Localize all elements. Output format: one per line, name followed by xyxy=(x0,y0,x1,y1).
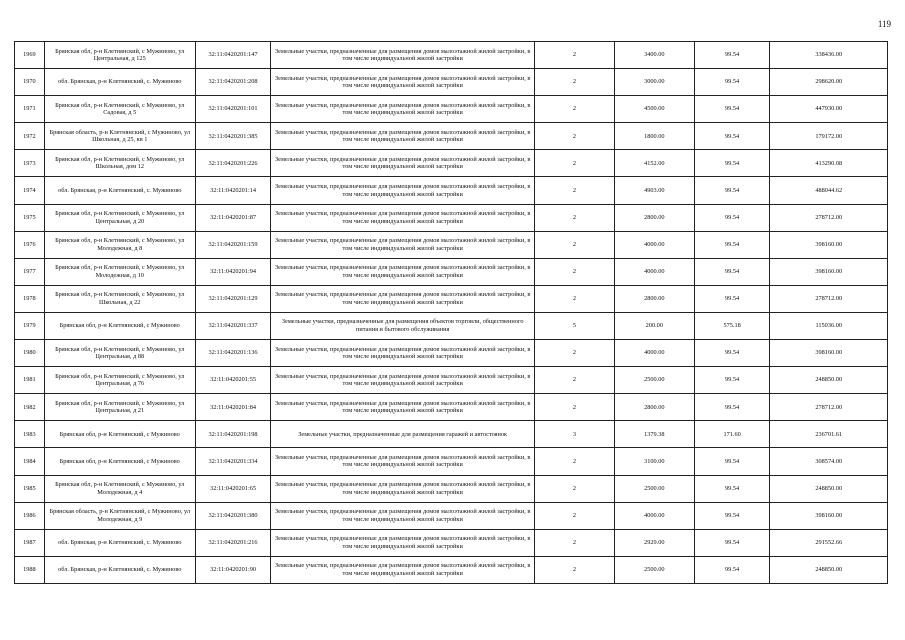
table-row xyxy=(15,231,888,258)
area-cell: 2800.00 xyxy=(614,285,694,312)
cadastral-value-cell: 398160.00 xyxy=(770,502,888,529)
cadastral-number-cell: 32:11:0420201:94 xyxy=(195,258,271,285)
cadastral-value-cell: 179172.00 xyxy=(770,123,888,150)
specific-value-cell: 575.18 xyxy=(694,312,770,339)
land-use-cell: Земельные участки, предназначенные для размещения домов малоэтажной жилой застройки, в том числе индивидуальной жилой застройки xyxy=(271,204,535,231)
table-row xyxy=(15,258,888,285)
table-row xyxy=(15,556,888,583)
cadastral-value-cell: 278712.00 xyxy=(770,204,888,231)
area-cell: 1379.38 xyxy=(614,421,694,448)
address-cell: Брянская обл, р-н Клетнянский, с Мужиново xyxy=(44,448,195,475)
row-number-cell: 1988 xyxy=(15,556,45,583)
row-number-cell: 1976 xyxy=(15,231,45,258)
address-cell: Брянская обл, р-н Клетнянский, с Мужиново, ул Молодежная, д 4 xyxy=(44,475,195,502)
row-number-cell: 1981 xyxy=(15,367,45,394)
table-row xyxy=(15,42,888,69)
area-cell: 4000.00 xyxy=(614,258,694,285)
row-number-cell: 1978 xyxy=(15,285,45,312)
table-row xyxy=(15,150,888,177)
area-cell: 4000.00 xyxy=(614,502,694,529)
group-cell: 2 xyxy=(534,475,614,502)
table-row xyxy=(15,421,888,448)
specific-value-cell: 99.54 xyxy=(694,475,770,502)
land-use-cell: Земельные участки, предназначенные для размещения домов малоэтажной жилой застройки, в том числе индивидуальной жилой застройки xyxy=(271,231,535,258)
cadastral-number-cell: 32:11:0420201:337 xyxy=(195,312,271,339)
area-cell: 1800.00 xyxy=(614,123,694,150)
cadastral-value-cell: 398160.00 xyxy=(770,258,888,285)
group-cell: 2 xyxy=(534,285,614,312)
cadastral-value-cell: 115036.00 xyxy=(770,312,888,339)
cadastral-number-cell: 32:11:0420201:226 xyxy=(195,150,271,177)
area-cell: 4500.00 xyxy=(614,96,694,123)
land-use-cell: Земельные участки, предназначенные для размещения домов малоэтажной жилой застройки, в том числе индивидуальной жилой застройки xyxy=(271,340,535,367)
table-row xyxy=(15,394,888,421)
cadastral-value-cell: 236701.61 xyxy=(770,421,888,448)
cadastral-value-cell: 278712.00 xyxy=(770,285,888,312)
specific-value-cell: 99.54 xyxy=(694,177,770,204)
land-use-cell: Земельные участки, предназначенные для размещения домов малоэтажной жилой застройки, в том числе индивидуальной жилой застройки xyxy=(271,96,535,123)
cadastral-value-cell: 488044.62 xyxy=(770,177,888,204)
area-cell: 3000.00 xyxy=(614,69,694,96)
specific-value-cell: 99.54 xyxy=(694,42,770,69)
cadastral-number-cell: 32:11:0420201:380 xyxy=(195,502,271,529)
land-use-cell: Земельные участки, предназначенные для размещения домов малоэтажной жилой застройки, в том числе индивидуальной жилой застройки xyxy=(271,150,535,177)
cadastral-number-cell: 32:11:0420201:385 xyxy=(195,123,271,150)
table-row xyxy=(15,177,888,204)
cadastral-number-cell: 32:11:0420201:159 xyxy=(195,231,271,258)
address-cell: Брянская обл, р-н Клетнянский, с Мужиново xyxy=(44,312,195,339)
specific-value-cell: 99.54 xyxy=(694,258,770,285)
land-use-cell: Земельные участки, предназначенные для размещения домов малоэтажной жилой застройки, в том числе индивидуальной жилой застройки xyxy=(271,42,535,69)
address-cell: Брянская область, р-н Клетнянский, с Мужиново, ул Школьная, д 25, кв 1 xyxy=(44,123,195,150)
specific-value-cell: 99.54 xyxy=(694,285,770,312)
table-body xyxy=(15,42,888,584)
area-cell: 4000.00 xyxy=(614,231,694,258)
area-cell: 4152.00 xyxy=(614,150,694,177)
page-number: 119 xyxy=(877,19,891,29)
specific-value-cell: 99.54 xyxy=(694,69,770,96)
address-cell: Брянская обл, р-н Клетнянский, с Мужиново, ул Центральная, д 20 xyxy=(44,204,195,231)
row-number-cell: 1986 xyxy=(15,502,45,529)
group-cell: 5 xyxy=(534,312,614,339)
cadastral-number-cell: 32:11:0420201:65 xyxy=(195,475,271,502)
address-cell: обл. Брянская, р-н Клетнянский, с. Мужиново xyxy=(44,177,195,204)
specific-value-cell: 99.54 xyxy=(694,448,770,475)
row-number-cell: 1982 xyxy=(15,394,45,421)
address-cell: Брянская обл, р-н Клетнянский, с Мужиново, ул Центральная, д 76 xyxy=(44,367,195,394)
table-row xyxy=(15,312,888,339)
cadastral-number-cell: 32:11:0420201:101 xyxy=(195,96,271,123)
group-cell: 2 xyxy=(534,448,614,475)
group-cell: 2 xyxy=(534,96,614,123)
cadastral-value-cell: 248850.00 xyxy=(770,475,888,502)
cadastral-number-cell: 32:11:0420201:87 xyxy=(195,204,271,231)
area-cell: 2500.00 xyxy=(614,475,694,502)
land-use-cell: Земельные участки, предназначенные для размещения домов малоэтажной жилой застройки, в том числе индивидуальной жилой застройки xyxy=(271,502,535,529)
address-cell: Брянская обл, р-н Клетнянский, с Мужиново, ул Школьная, дом 12 xyxy=(44,150,195,177)
specific-value-cell: 99.54 xyxy=(694,367,770,394)
group-cell: 2 xyxy=(534,258,614,285)
table-row xyxy=(15,96,888,123)
area-cell: 2800.00 xyxy=(614,204,694,231)
row-number-cell: 1980 xyxy=(15,340,45,367)
land-use-cell: Земельные участки, предназначенные для размещения домов малоэтажной жилой застройки, в том числе индивидуальной жилой застройки xyxy=(271,556,535,583)
area-cell: 3400.00 xyxy=(614,42,694,69)
group-cell: 2 xyxy=(534,340,614,367)
group-cell: 2 xyxy=(534,69,614,96)
area-cell: 2500.00 xyxy=(614,556,694,583)
row-number-cell: 1977 xyxy=(15,258,45,285)
table-row xyxy=(15,285,888,312)
specific-value-cell: 99.54 xyxy=(694,96,770,123)
group-cell: 2 xyxy=(534,123,614,150)
row-number-cell: 1979 xyxy=(15,312,45,339)
table-row xyxy=(15,475,888,502)
specific-value-cell: 99.54 xyxy=(694,231,770,258)
address-cell: Брянская обл, р-н Клетнянский, с Мужиново, ул Школьная, д 22 xyxy=(44,285,195,312)
row-number-cell: 1971 xyxy=(15,96,45,123)
table-row xyxy=(15,502,888,529)
cadastral-value-cell: 291552.66 xyxy=(770,529,888,556)
table-row xyxy=(15,367,888,394)
cadastral-number-cell: 32:11:0420201:136 xyxy=(195,340,271,367)
table-row xyxy=(15,204,888,231)
row-number-cell: 1974 xyxy=(15,177,45,204)
group-cell: 2 xyxy=(534,502,614,529)
cadastral-number-cell: 32:11:0420201:90 xyxy=(195,556,271,583)
land-use-cell: Земельные участки, предназначенные для размещения домов малоэтажной жилой застройки, в том числе индивидуальной жилой застройки xyxy=(271,367,535,394)
area-cell: 3100.00 xyxy=(614,448,694,475)
group-cell: 2 xyxy=(534,529,614,556)
table-row xyxy=(15,69,888,96)
specific-value-cell: 171.60 xyxy=(694,421,770,448)
land-use-cell: Земельные участки, предназначенные для размещения домов малоэтажной жилой застройки, в том числе индивидуальной жилой застройки xyxy=(271,258,535,285)
cadastral-number-cell: 32:11:0420201:216 xyxy=(195,529,271,556)
row-number-cell: 1973 xyxy=(15,150,45,177)
cadastral-value-cell: 398160.00 xyxy=(770,231,888,258)
specific-value-cell: 99.54 xyxy=(694,204,770,231)
specific-value-cell: 99.54 xyxy=(694,529,770,556)
cadastral-number-cell: 32:11:0420201:208 xyxy=(195,69,271,96)
cadastral-value-cell: 398160.00 xyxy=(770,340,888,367)
row-number-cell: 1975 xyxy=(15,204,45,231)
land-use-cell: Земельные участки, предназначенные для размещения домов малоэтажной жилой застройки, в том числе индивидуальной жилой застройки xyxy=(271,394,535,421)
row-number-cell: 1987 xyxy=(15,529,45,556)
specific-value-cell: 99.54 xyxy=(694,394,770,421)
group-cell: 2 xyxy=(534,177,614,204)
row-number-cell: 1985 xyxy=(15,475,45,502)
land-use-cell: Земельные участки, предназначенные для размещения домов малоэтажной жилой застройки, в том числе индивидуальной жилой застройки xyxy=(271,69,535,96)
cadastral-value-cell: 338436.00 xyxy=(770,42,888,69)
row-number-cell: 1970 xyxy=(15,69,45,96)
cadastral-value-cell: 298620.00 xyxy=(770,69,888,96)
land-registry-table xyxy=(14,41,888,584)
table-row xyxy=(15,448,888,475)
specific-value-cell: 99.54 xyxy=(694,502,770,529)
address-cell: обл. Брянская, р-н Клетнянский, с. Мужиново xyxy=(44,529,195,556)
cadastral-value-cell: 278712.00 xyxy=(770,394,888,421)
land-use-cell: Земельные участки, предназначенные для размещения объектов торговли, общественного питания и бытового обслуживания xyxy=(271,312,535,339)
address-cell: Брянская обл, р-н Клетнянский, с Мужиново xyxy=(44,421,195,448)
cadastral-number-cell: 32:11:0420201:84 xyxy=(195,394,271,421)
cadastral-value-cell: 308574.00 xyxy=(770,448,888,475)
land-use-cell: Земельные участки, предназначенные для размещения домов малоэтажной жилой застройки, в том числе индивидуальной жилой застройки xyxy=(271,177,535,204)
group-cell: 2 xyxy=(534,42,614,69)
address-cell: обл. Брянская, р-н Клетнянский, с. Мужиново xyxy=(44,556,195,583)
group-cell: 2 xyxy=(534,367,614,394)
area-cell: 2929.00 xyxy=(614,529,694,556)
area-cell: 2800.00 xyxy=(614,394,694,421)
cadastral-number-cell: 32:11:0420201:198 xyxy=(195,421,271,448)
land-use-cell: Земельные участки, предназначенные для размещения гаражей и автостоянок xyxy=(271,421,535,448)
area-cell: 2500.00 xyxy=(614,367,694,394)
row-number-cell: 1983 xyxy=(15,421,45,448)
area-cell: 200.00 xyxy=(614,312,694,339)
table-row xyxy=(15,529,888,556)
table-row xyxy=(15,123,888,150)
area-cell: 4903.00 xyxy=(614,177,694,204)
specific-value-cell: 99.54 xyxy=(694,340,770,367)
cadastral-number-cell: 32:11:0420201:334 xyxy=(195,448,271,475)
address-cell: Брянская обл, р-н Клетнянский, с Мужиново, ул Молодежная, д 10 xyxy=(44,258,195,285)
address-cell: Брянская обл, р-н Клетнянский, с Мужиново, ул Центральная, д 125 xyxy=(44,42,195,69)
cadastral-value-cell: 447930.00 xyxy=(770,96,888,123)
specific-value-cell: 99.54 xyxy=(694,556,770,583)
cadastral-number-cell: 32:11:0420201:129 xyxy=(195,285,271,312)
group-cell: 2 xyxy=(534,150,614,177)
land-use-cell: Земельные участки, предназначенные для размещения домов малоэтажной жилой застройки, в том числе индивидуальной жилой застройки xyxy=(271,448,535,475)
group-cell: 2 xyxy=(534,556,614,583)
cadastral-value-cell: 413290.08 xyxy=(770,150,888,177)
specific-value-cell: 99.54 xyxy=(694,150,770,177)
address-cell: Брянская обл, р-н Клетнянский, с Мужиново, ул Садовая, д 5 xyxy=(44,96,195,123)
address-cell: Брянская обл, р-н Клетнянский, с Мужиново, ул Центральная, д 21 xyxy=(44,394,195,421)
cadastral-number-cell: 32:11:0420201:147 xyxy=(195,42,271,69)
cadastral-number-cell: 32:11:0420201:14 xyxy=(195,177,271,204)
address-cell: обл. Брянская, р-н Клетнянский, с. Мужиново xyxy=(44,69,195,96)
row-number-cell: 1984 xyxy=(15,448,45,475)
land-use-cell: Земельные участки, предназначенные для размещения домов малоэтажной жилой застройки, в том числе индивидуальной жилой застройки xyxy=(271,123,535,150)
table-row xyxy=(15,340,888,367)
land-use-cell: Земельные участки, предназначенные для размещения домов малоэтажной жилой застройки, в том числе индивидуальной жилой застройки xyxy=(271,529,535,556)
area-cell: 4000.00 xyxy=(614,340,694,367)
specific-value-cell: 99.54 xyxy=(694,123,770,150)
group-cell: 2 xyxy=(534,394,614,421)
group-cell: 2 xyxy=(534,204,614,231)
address-cell: Брянская обл, р-н Клетнянский, с Мужиново, ул Центральная, д 88 xyxy=(44,340,195,367)
group-cell: 2 xyxy=(534,231,614,258)
row-number-cell: 1972 xyxy=(15,123,45,150)
row-number-cell: 1969 xyxy=(15,42,45,69)
land-use-cell: Земельные участки, предназначенные для размещения домов малоэтажной жилой застройки, в том числе индивидуальной жилой застройки xyxy=(271,475,535,502)
cadastral-value-cell: 248850.00 xyxy=(770,556,888,583)
group-cell: 3 xyxy=(534,421,614,448)
cadastral-number-cell: 32:11:0420201:55 xyxy=(195,367,271,394)
land-use-cell: Земельные участки, предназначенные для размещения домов малоэтажной жилой застройки, в том числе индивидуальной жилой застройки xyxy=(271,285,535,312)
cadastral-value-cell: 248850.00 xyxy=(770,367,888,394)
address-cell: Брянская обл, р-н Клетнянский, с Мужиново, ул Молодежная, д 8 xyxy=(44,231,195,258)
address-cell: Брянская область, р-н Клетнянский, с Мужиново, ул Молодежная, д 9 xyxy=(44,502,195,529)
